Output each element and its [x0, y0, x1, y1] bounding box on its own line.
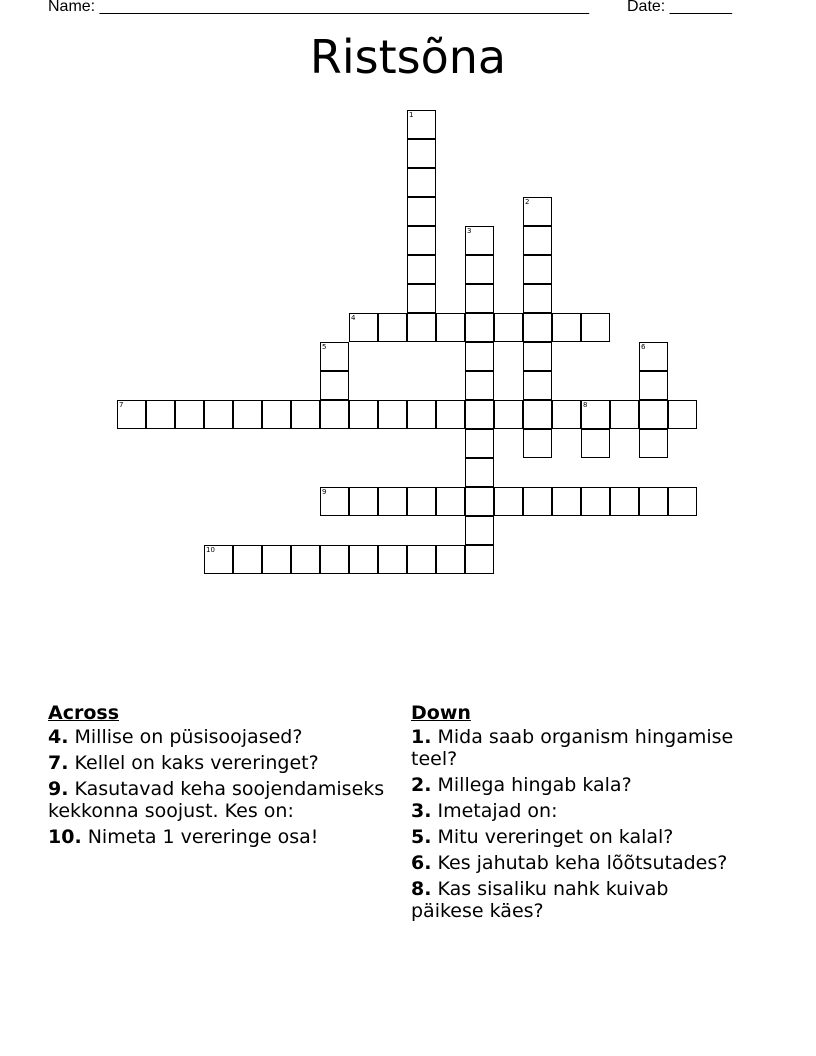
- grid-cell[interactable]: [407, 545, 436, 574]
- clue-number: 5.: [411, 826, 432, 848]
- grid-cell[interactable]: [494, 400, 523, 429]
- grid-cell[interactable]: [407, 284, 436, 313]
- grid-cell[interactable]: [349, 487, 378, 516]
- grid-cell[interactable]: [407, 487, 436, 516]
- grid-cell[interactable]: [639, 429, 668, 458]
- cell-number: 1: [409, 111, 414, 119]
- grid-cell[interactable]: [320, 400, 349, 429]
- clue-down-1: [411, 726, 741, 770]
- grid-cell[interactable]: [378, 400, 407, 429]
- cell-number: 6: [641, 343, 646, 351]
- grid-cell[interactable]: [175, 400, 204, 429]
- grid-cell[interactable]: [552, 400, 581, 429]
- clue-number: 8.: [411, 878, 432, 900]
- clue-down-3: [411, 800, 741, 822]
- grid-cell[interactable]: [523, 371, 552, 400]
- grid-cell[interactable]: [465, 226, 494, 255]
- cell-number: 4: [351, 314, 356, 322]
- grid-cell[interactable]: [523, 197, 552, 226]
- grid-cell[interactable]: [320, 371, 349, 400]
- grid-cell[interactable]: [436, 400, 465, 429]
- grid-cell[interactable]: [262, 400, 291, 429]
- grid-cell[interactable]: [436, 487, 465, 516]
- grid-cell[interactable]: [639, 487, 668, 516]
- grid-cell[interactable]: [668, 400, 697, 429]
- grid-cell[interactable]: [320, 342, 349, 371]
- grid-cell[interactable]: [465, 255, 494, 284]
- grid-cell[interactable]: [465, 313, 494, 342]
- clue-down-2: [411, 774, 741, 796]
- grid-cell[interactable]: [552, 487, 581, 516]
- grid-cell[interactable]: [552, 313, 581, 342]
- grid-cell[interactable]: [523, 342, 552, 371]
- clue-number: 1.: [411, 726, 432, 748]
- clue-across-10: [48, 826, 408, 848]
- grid-cell[interactable]: [233, 545, 262, 574]
- grid-cell[interactable]: [378, 487, 407, 516]
- grid-cell[interactable]: [523, 400, 552, 429]
- grid-cell[interactable]: [465, 400, 494, 429]
- grid-cell[interactable]: [523, 313, 552, 342]
- grid-cell[interactable]: [494, 313, 523, 342]
- cell-number: 2: [525, 198, 530, 206]
- cell-number: 5: [322, 343, 327, 351]
- grid-cell[interactable]: [465, 371, 494, 400]
- grid-cell[interactable]: [204, 400, 233, 429]
- clue-down-6: [411, 852, 741, 874]
- grid-cell[interactable]: [320, 545, 349, 574]
- across-heading: Across: [48, 702, 120, 724]
- clue-number: 3.: [411, 800, 432, 822]
- grid-cell[interactable]: [233, 400, 262, 429]
- grid-cell[interactable]: [349, 313, 378, 342]
- clue-number: 6.: [411, 852, 432, 874]
- page-title: Ristsõna: [309, 30, 507, 84]
- clue-text: Imetajad on:: [437, 800, 558, 822]
- grid-cell[interactable]: [523, 255, 552, 284]
- clue-down-5: [411, 826, 741, 848]
- grid-cell[interactable]: [378, 545, 407, 574]
- cell-number: 7: [119, 401, 124, 409]
- grid-cell[interactable]: [523, 429, 552, 458]
- clue-text: Kasutavad keha soojendamiseks kekkonna soojust. Kes on:: [48, 778, 385, 822]
- across-clues: [48, 702, 408, 852]
- clue-across-9: [48, 778, 408, 822]
- grid-cell[interactable]: [639, 400, 668, 429]
- grid-cell[interactable]: [523, 487, 552, 516]
- clue-number: 7.: [48, 752, 69, 774]
- grid-cell[interactable]: [610, 487, 639, 516]
- grid-cell[interactable]: [407, 168, 436, 197]
- grid-cell[interactable]: [465, 284, 494, 313]
- grid-cell[interactable]: [407, 197, 436, 226]
- grid-cell[interactable]: [581, 429, 610, 458]
- grid-cell[interactable]: [465, 458, 494, 487]
- grid-cell[interactable]: [262, 545, 291, 574]
- grid-cell[interactable]: [581, 400, 610, 429]
- grid-cell[interactable]: [378, 313, 407, 342]
- clue-text: Nimeta 1 vereringe osa!: [87, 826, 319, 848]
- grid-cell[interactable]: [465, 342, 494, 371]
- grid-cell[interactable]: [407, 139, 436, 168]
- grid-cell[interactable]: [407, 313, 436, 342]
- grid-cell[interactable]: [465, 487, 494, 516]
- grid-cell[interactable]: [349, 400, 378, 429]
- name-field-label: Name: _______________________________________________________: [48, 0, 589, 15]
- grid-cell[interactable]: [146, 400, 175, 429]
- grid-cell[interactable]: [291, 400, 320, 429]
- grid-cell[interactable]: [436, 545, 465, 574]
- grid-cell[interactable]: [610, 400, 639, 429]
- grid-cell[interactable]: [291, 545, 320, 574]
- grid-cell[interactable]: [407, 400, 436, 429]
- grid-cell[interactable]: [523, 284, 552, 313]
- clue-number: 4.: [48, 726, 69, 748]
- grid-cell[interactable]: [407, 226, 436, 255]
- clue-text: Mida saab organism hingamise teel?: [411, 726, 734, 770]
- clue-across-4: [48, 726, 408, 748]
- clue-text: Millise on püsisoojased?: [74, 726, 303, 748]
- down-heading: Down: [411, 702, 471, 724]
- grid-cell[interactable]: [320, 487, 349, 516]
- clue-text: Kes jahutab keha lõõtsutades?: [437, 852, 728, 874]
- down-clues: [411, 702, 741, 926]
- grid-cell[interactable]: [581, 313, 610, 342]
- grid-cell[interactable]: [465, 429, 494, 458]
- grid-cell[interactable]: [668, 487, 697, 516]
- grid-cell[interactable]: [349, 545, 378, 574]
- grid-cell[interactable]: [494, 487, 523, 516]
- clue-across-7: [48, 752, 408, 774]
- cell-number: 8: [583, 401, 588, 409]
- cell-number: 9: [322, 488, 327, 496]
- clue-number: 9.: [48, 778, 69, 800]
- grid-cell[interactable]: [204, 545, 233, 574]
- date-field-label: Date: _______: [627, 0, 732, 15]
- clue-number: 2.: [411, 774, 432, 796]
- grid-cell[interactable]: [407, 255, 436, 284]
- grid-cell[interactable]: [639, 371, 668, 400]
- grid-cell[interactable]: [465, 545, 494, 574]
- clue-text: Millega hingab kala?: [437, 774, 632, 796]
- grid-cell[interactable]: [639, 342, 668, 371]
- grid-cell[interactable]: [407, 110, 436, 139]
- clue-text: Mitu vereringet on kalal?: [437, 826, 674, 848]
- grid-cell[interactable]: [523, 226, 552, 255]
- clue-down-8: [411, 878, 741, 922]
- grid-cell[interactable]: [581, 487, 610, 516]
- grid-cell[interactable]: [436, 313, 465, 342]
- grid-cell[interactable]: [117, 400, 146, 429]
- grid-cell[interactable]: [465, 516, 494, 545]
- cell-number: 3: [467, 227, 472, 235]
- clue-text: Kas sisaliku nahk kuivab päikese käes?: [411, 878, 669, 922]
- clue-text: Kellel on kaks vereringet?: [74, 752, 319, 774]
- cell-number: 10: [206, 546, 215, 554]
- clue-number: 10.: [48, 826, 82, 848]
